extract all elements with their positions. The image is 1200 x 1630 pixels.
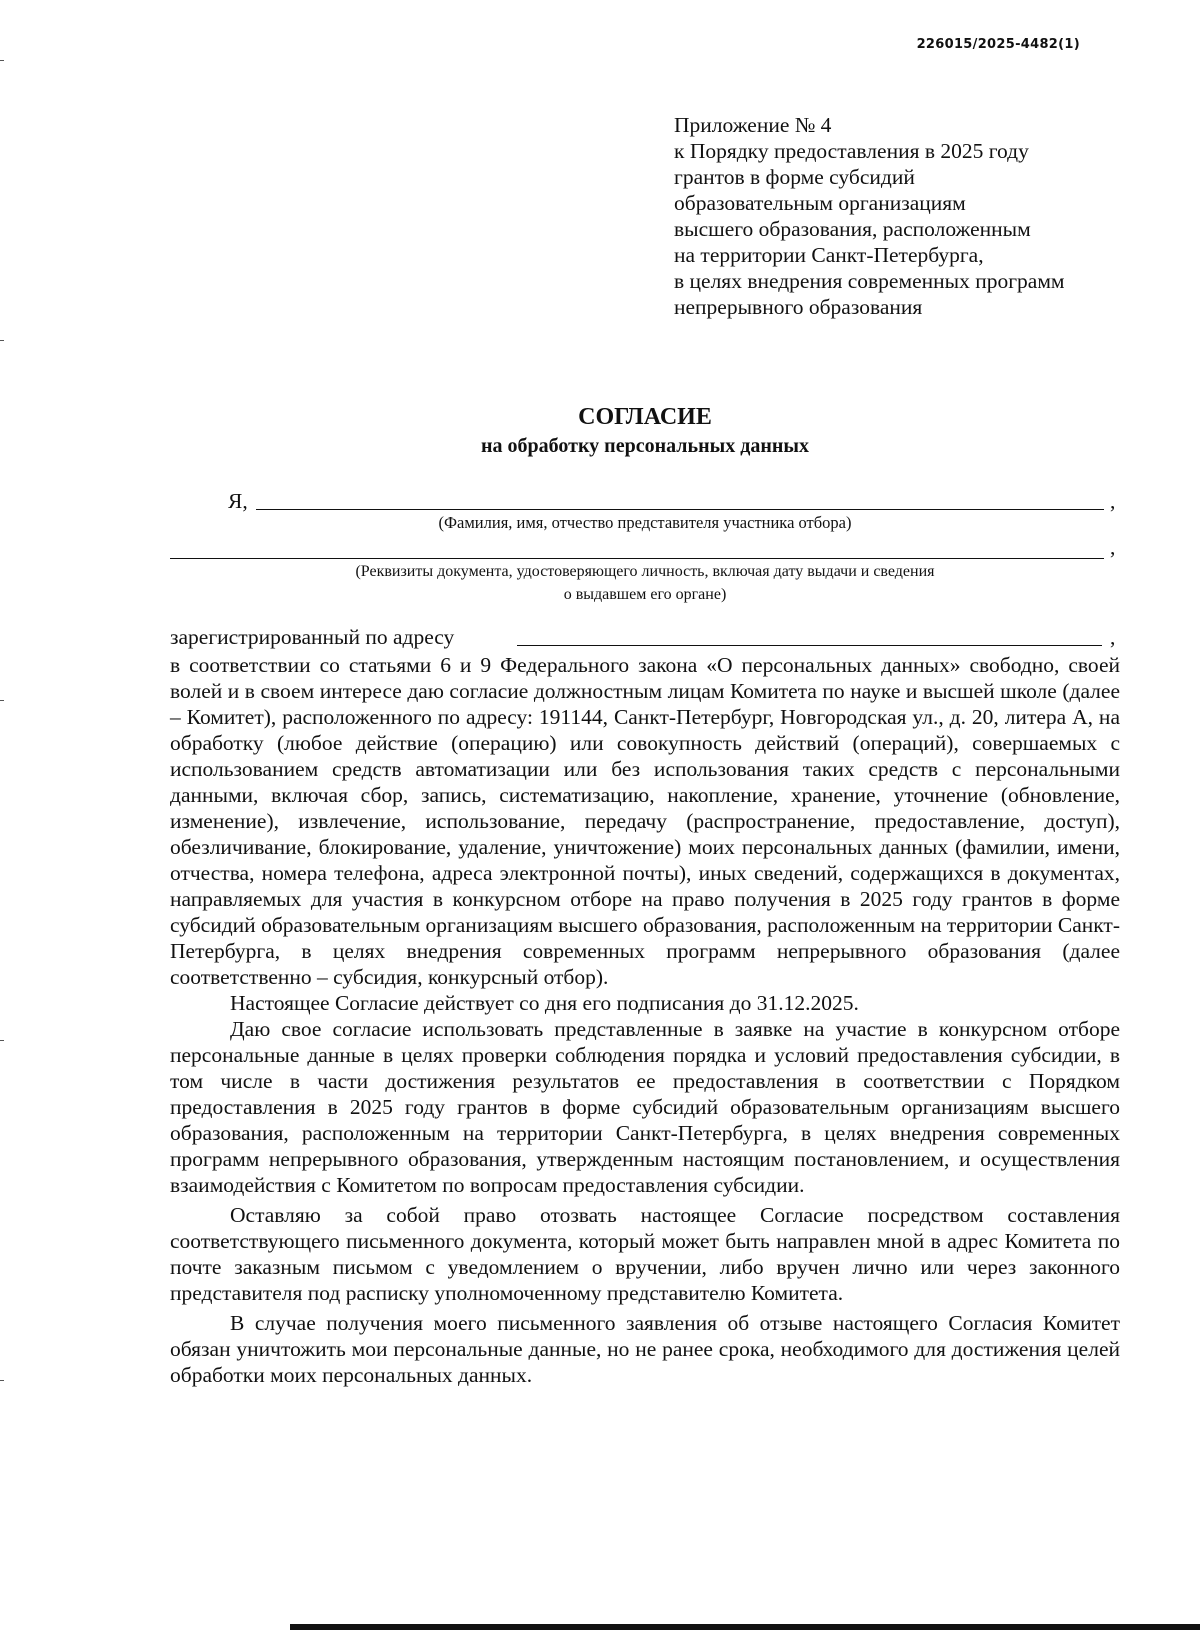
name-caption: (Фамилия, имя, отчество представителя участника отбора) bbox=[438, 513, 852, 532]
name-field-line[interactable] bbox=[256, 490, 1104, 510]
data-destruction-paragraph: В случае получения моего письменного заявления об отзыве настоящего Согласия Комитет обязан уничтожить мои персональные данные, но не ранее срока, необходимого для достижения целей обработки моих персональных данных. bbox=[170, 1311, 1120, 1387]
usage-consent-paragraph: Даю свое согласие использовать представленные в заявке на участие в конкурсном отборе персональные данные в целях проверки соблюдения порядка и условий предоставления субсидии, в том числе в части достижения результатов ее предоставления в соответствии с Порядком предоставления в 2025 году грантов в форме субсидий образовательным организациям высшего образования, расположенным на территории Санкт-Петербурга, в целях внедрения современных программ непрерывного образования, утвержденным настоящим постановлением, и осуществления взаимодействия с Комитетом по вопросам предоставления субсидии. bbox=[170, 1017, 1120, 1197]
id-document-comma: , bbox=[1110, 535, 1116, 559]
revocation-paragraph: Оставляю за собой право отозвать настоящее Согласие посредством составления соответствующего письменного документа, который может быть направлен мной в адрес Комитета по почте заказным письмом с уведомлением о вручении, либо вручен лично или через законного представителя под расписку уполномоченному представителю Комитета. bbox=[170, 1203, 1120, 1305]
consent-paragraph: в соответствии со статьями 6 и 9 Федерального закона «О персональных данных» свободно, своей волей и в своем интересе даю согласие должностным лицам Комитета по науке и высшей школе (далее – Комитет), расположенного по адресу: 191144, Санкт-Петербург, Новгородская ул., д. 20, литера А, на обработку (любое действие (операцию) или совокупность действий (операций), совершаемых с использованием средств автоматизации или без использования таких средств с персональными данными, включая сбор, запись, систематизацию, накопление, хранение, уточнение (обновление, изменение), извлечение, использование, передачу (распространение, предоставление, доступ), обезличивание, блокирование, удаление, уничтожение) моих персональных данных (фамилии, имени, отчества, номера телефона, адреса электронной почты), иных сведений, содержащихся в документах, направляемых для участия в конкурсном отборе на право получения в 2025 году грантов в форме субсидий образовательным организациям высшего образования, расположенным на территории Санкт-Петербурга, в целях внедрения современных программ непрерывного образования (далее соответственно – субсидия, конкурсный отбор). bbox=[170, 653, 1120, 989]
address-comma: , bbox=[1110, 625, 1116, 649]
name-comma: , bbox=[1110, 489, 1116, 513]
address-field-line[interactable] bbox=[517, 625, 1102, 646]
document-number: 226015/2025-4482(1) bbox=[916, 37, 1080, 52]
scan-edge-marks bbox=[0, 0, 6, 1630]
name-prefix: Я, bbox=[228, 489, 248, 513]
address-label: зарегистрированный по адресу bbox=[170, 625, 455, 649]
document-title: СОГЛАСИЕ bbox=[578, 404, 712, 430]
appendix-line: в целях внедрения современных программ bbox=[674, 269, 1065, 293]
appendix-line: высшего образования, расположенным bbox=[674, 217, 1031, 241]
appendix-line: образовательным организациям bbox=[674, 191, 966, 215]
id-document-caption-line2: о выдавшем его органе) bbox=[563, 586, 727, 603]
id-document-caption-line1: (Реквизиты документа, удостоверяющего личность, включая дату выдачи и сведения bbox=[355, 563, 935, 580]
appendix-header bbox=[674, 112, 1134, 320]
consent-body bbox=[170, 652, 1120, 1388]
appendix-line: Приложение № 4 bbox=[674, 113, 832, 137]
appendix-line: грантов в форме субсидий bbox=[674, 165, 915, 189]
appendix-line: на территории Санкт-Петербурга, bbox=[674, 243, 984, 267]
appendix-line: к Порядку предоставления в 2025 году bbox=[674, 139, 1029, 163]
scan-bottom-edge bbox=[290, 1624, 1200, 1630]
id-document-field-line[interactable] bbox=[170, 539, 1104, 559]
document-subtitle: на обработку персональных данных bbox=[481, 435, 809, 457]
appendix-line: непрерывного образования bbox=[674, 295, 923, 319]
validity-paragraph: Настоящее Согласие действует со дня его подписания до 31.12.2025. bbox=[230, 991, 859, 1015]
